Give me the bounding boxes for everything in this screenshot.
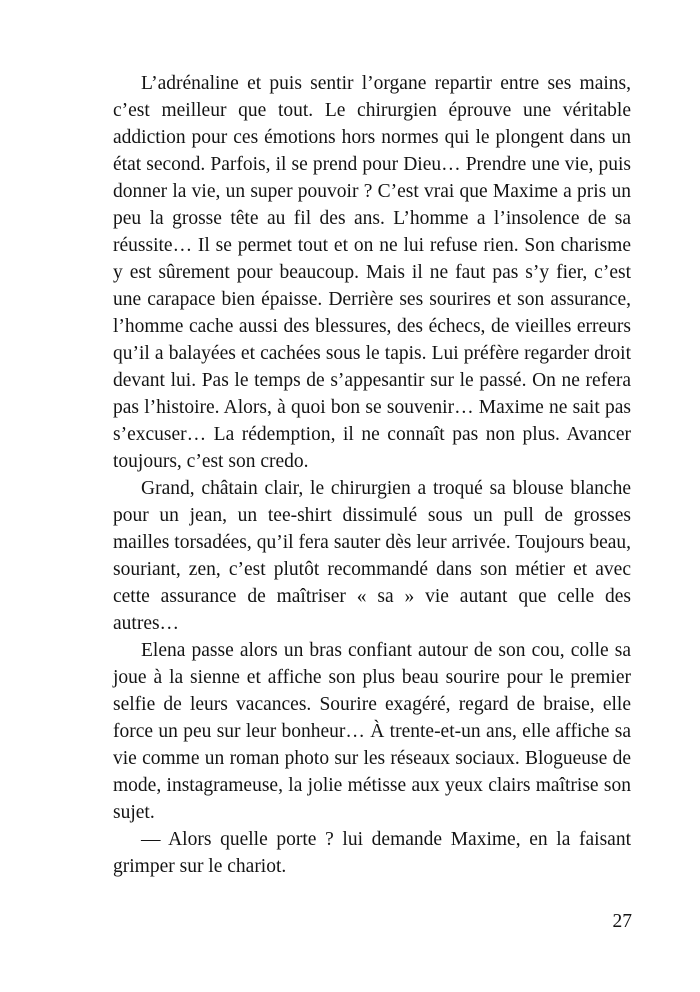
paragraph: L’adrénaline et puis sentir l’organe repartir entre ses mains, c’est meilleur que tout. Le chirurgien éprouve une véritable addiction pour ces émotions hors normes qui le plongent dans un état second. Parfois, il se prend pour Dieu… Prendre une vie, puis donner la vie, un super pouvoir ? C’est vrai que Maxime a pris un peu la grosse tête au fil des ans. L’homme a l’insolence de sa réussite… Il se permet tout et on ne lui refuse rien. Son charisme y est sûrement pour beaucoup. Mais il ne faut pas s’y fier, c’est une carapace bien épaisse. Derrière ses sourires et son assurance, l’homme cache aussi des blessures, des échecs, de vieilles erreurs qu’il a balayées et cachées sous le tapis. Lui préfère regarder droit devant lui. Pas le temps de s’appesantir sur le passé. On ne refera pas l’histoire. Alors, à quoi bon se souvenir… Maxime ne sait pas s’excuser… La rédemption, il ne connaît pas non plus. Avancer toujours, c’est son credo.	[113, 73, 631, 472]
body-text	[113, 70, 631, 880]
paragraph: — Alors quelle porte ? lui demande Maxime, en la faisant grimper sur le chariot.	[113, 829, 631, 877]
page-number: 27	[612, 911, 632, 932]
paragraph: Grand, châtain clair, le chirurgien a troqué sa blouse blanche pour un jean, un tee-shirt dissimulé sous un pull de grosses mailles torsadées, qu’il fera sauter dès leur arrivée. Toujours beau, souriant, zen, c’est plutôt recommandé dans son métier et avec cette assurance de maîtriser « sa » vie autant que celle des autres…	[113, 478, 631, 634]
paragraph: Elena passe alors un bras confiant autour de son cou, colle sa joue à la sienne et affiche son plus beau sourire pour le premier selfie de leurs vacances. Sourire exagéré, regard de braise, elle force un peu sur leur bonheur… À trente-et-un ans, elle affiche sa vie comme un roman photo sur les réseaux sociaux. Blogueuse de mode, instagrameuse, la jolie métisse aux yeux clairs maîtrise son sujet.	[113, 640, 631, 823]
